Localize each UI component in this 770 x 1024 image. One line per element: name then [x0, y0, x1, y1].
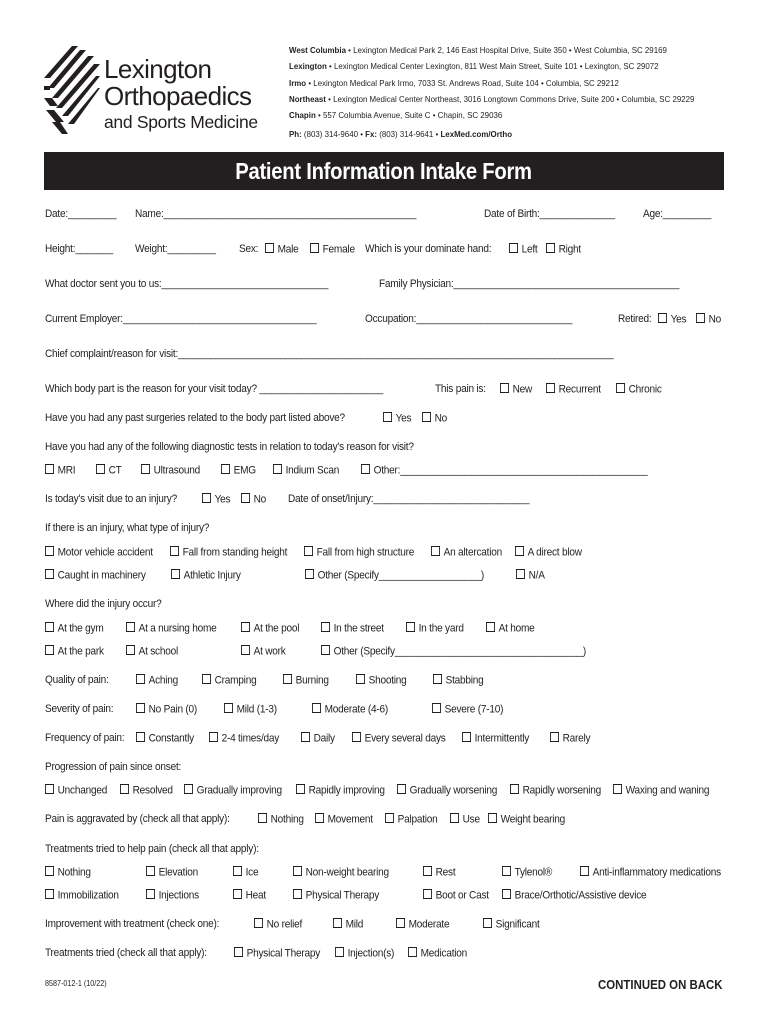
logo-line-2: Orthopaedics — [104, 81, 252, 111]
tx-nothing-checkbox[interactable]: Nothing — [45, 866, 91, 879]
date-field[interactable]: Date:_________ — [45, 208, 117, 220]
sex-male-checkbox[interactable]: Male — [265, 243, 299, 256]
freq-rarely-checkbox[interactable]: Rarely — [550, 732, 590, 745]
tx-heat-checkbox[interactable]: Heat — [233, 889, 266, 902]
surgeries-no-checkbox[interactable]: No — [422, 412, 447, 425]
severity-moderate-checkbox[interactable]: Moderate (4-6) — [312, 703, 388, 716]
loc-school-checkbox[interactable]: At school — [126, 645, 178, 658]
retired-label: Retired: — [618, 313, 652, 325]
freq-daily-checkbox[interactable]: Daily — [301, 732, 335, 745]
surgeries-yes-checkbox[interactable]: Yes — [383, 412, 411, 425]
page-title: Patient Information Intake Form — [235, 157, 533, 184]
injury-altercation-checkbox[interactable]: An altercation — [431, 546, 502, 559]
freq-constantly-checkbox[interactable]: Constantly — [136, 732, 194, 745]
injury-fall-standing-checkbox[interactable]: Fall from standing height — [170, 546, 287, 559]
sex-female-checkbox[interactable]: Female — [310, 243, 355, 256]
tx-nonweight-checkbox[interactable]: Non-weight bearing — [293, 866, 389, 879]
loc-work-checkbox[interactable]: At work — [241, 645, 286, 658]
agg-movement-checkbox[interactable]: Movement — [315, 813, 373, 826]
pain-recurrent-checkbox[interactable]: Recurrent — [546, 383, 601, 396]
prog-gradually-improving-checkbox[interactable]: Gradually improving — [184, 784, 282, 797]
logo-line-3: and Sports Medicine — [104, 112, 258, 132]
employer-field[interactable]: Current Employer:____________________________________ — [45, 313, 317, 325]
continued-notice: CONTINUED ON BACK — [598, 977, 723, 992]
location-item: Chapin • 557 Columbia Avenue, Suite C • Chapin, SC 29036 — [289, 110, 503, 121]
imp-significant-checkbox[interactable]: Significant — [483, 918, 540, 931]
tx-immobilization-checkbox[interactable]: Immobilization — [45, 889, 119, 902]
agg-use-checkbox[interactable]: Use — [450, 813, 480, 826]
location-item: Irmo • Lexington Medical Park Irmo, 7033 St. Andrews Road, Suite 104 • Columbia, SC 29212 — [289, 77, 619, 88]
retired-yes-checkbox[interactable]: Yes — [658, 313, 686, 326]
tx-brace-checkbox[interactable]: Brace/Orthotic/Assistive device — [502, 889, 646, 902]
quality-stabbing-checkbox[interactable]: Stabbing — [433, 674, 484, 687]
pain-severity-label: Severity of pain: — [45, 703, 114, 715]
logo-mark-icon — [44, 46, 100, 134]
loc-pool-checkbox[interactable]: At the pool — [241, 622, 299, 635]
test-indium-checkbox[interactable]: Indium Scan — [273, 464, 339, 477]
tx-pt-checkbox[interactable]: Physical Therapy — [293, 889, 379, 902]
prog-unchanged-checkbox[interactable]: Unchanged — [45, 784, 107, 797]
injury-athletic-checkbox[interactable]: Athletic Injury — [171, 569, 241, 582]
tx-boot-checkbox[interactable]: Boot or Cast — [423, 889, 489, 902]
treatments-tried-label: Treatments tried (check all that apply): — [45, 947, 207, 959]
progression-label: Progression of pain since onset: — [45, 761, 182, 773]
location-item: Lexington • Lexington Medical Center Lexington, 811 West Main Street, Suite 101 • Lexington, SC 29072 — [289, 61, 659, 72]
hand-right-checkbox[interactable]: Right — [546, 243, 581, 256]
freq-times-checkbox[interactable]: 2-4 times/day — [209, 732, 279, 745]
agg-nothing-checkbox[interactable]: Nothing — [258, 813, 304, 826]
tx-antiinflammatory-checkbox[interactable]: Anti-inflammatory medications — [580, 866, 721, 879]
hand-left-checkbox[interactable]: Left — [509, 243, 538, 256]
imp-moderate-checkbox[interactable]: Moderate — [396, 918, 449, 931]
loc-other-checkbox[interactable]: Other (Specify___________________________________) — [321, 645, 586, 658]
test-other-checkbox[interactable]: Other:______________________________________________ — [361, 464, 647, 477]
tx-ice-checkbox[interactable]: Ice — [233, 866, 258, 879]
diagnostic-question: Have you had any of the following diagnostic tests in relation to today's reason for visit? — [45, 441, 414, 453]
dob-field[interactable]: Date of Birth:______________ — [484, 208, 615, 220]
quality-cramping-checkbox[interactable]: Cramping — [202, 674, 256, 687]
imp-mild-checkbox[interactable]: Mild — [333, 918, 363, 931]
contact-line: Ph: (803) 314-9640 • Fx: (803) 314-9641 • LexMed.com/Ortho — [289, 129, 513, 140]
prog-gradually-worsening-checkbox[interactable]: Gradually worsening — [397, 784, 497, 797]
improvement-label: Improvement with treatment (check one): — [45, 918, 220, 930]
location-item: West Columbia • Lexington Medical Park 2, 146 East Hospital Drive, Suite 350 • West Columbia, SC 29169 — [289, 45, 667, 55]
injury-location-question: Where did the injury occur? — [45, 598, 162, 610]
form-code: 8587-012-1 (10/22) — [45, 979, 107, 988]
test-ultrasound-checkbox[interactable]: Ultrasound — [141, 464, 200, 477]
test-emg-checkbox[interactable]: EMG — [221, 464, 256, 477]
location-item: Northeast • Lexington Medical Center Northeast, 3016 Longtown Commons Drive, Suite 200 • Columbia, SC 29229 — [289, 93, 695, 104]
agg-weight-bearing-checkbox[interactable]: Weight bearing — [488, 813, 565, 826]
loc-home-checkbox[interactable]: At home — [486, 622, 535, 635]
quality-aching-checkbox[interactable]: Aching — [136, 674, 178, 687]
freq-several-days-checkbox[interactable]: Every several days — [352, 732, 446, 745]
weight-field[interactable]: Weight:_________ — [135, 243, 216, 255]
pain-quality-label: Quality of pain: — [45, 674, 109, 686]
pain-frequency-label: Frequency of pain: — [45, 732, 125, 744]
imp-norelief-checkbox[interactable]: No relief — [254, 918, 302, 931]
agg-palpation-checkbox[interactable]: Palpation — [385, 813, 438, 826]
tried-medication-checkbox[interactable]: Medication — [408, 947, 467, 960]
test-mri-checkbox[interactable]: MRI — [45, 464, 75, 477]
age-field[interactable]: Age:_________ — [643, 208, 712, 220]
freq-intermittently-checkbox[interactable]: Intermittently — [462, 732, 529, 745]
prog-rapidly-improving-checkbox[interactable]: Rapidly improving — [296, 784, 385, 797]
sex-label: Sex: — [239, 243, 259, 255]
test-ct-checkbox[interactable]: CT — [96, 464, 122, 477]
injury-other-checkbox[interactable]: Other (Specify___________________) — [305, 569, 484, 582]
website-link[interactable]: LexMed.com/Ortho — [440, 129, 513, 140]
tx-injections-checkbox[interactable]: Injections — [146, 889, 199, 902]
tx-rest-checkbox[interactable]: Rest — [423, 866, 455, 879]
retired-no-checkbox[interactable]: No — [696, 313, 721, 326]
injury-yes-checkbox[interactable]: Yes — [202, 493, 230, 506]
injury-mva-checkbox[interactable]: Motor vehicle accident — [45, 546, 153, 559]
pain-is-label: This pain is: — [435, 383, 486, 395]
surgeries-question: Have you had any past surgeries related to the body part listed above? — [45, 412, 345, 424]
prog-waxing-checkbox[interactable]: Waxing and waning — [613, 784, 709, 797]
loc-nursing-checkbox[interactable]: At a nursing home — [126, 622, 216, 635]
logo-line-1: Lexington — [104, 54, 212, 84]
tried-injections-checkbox[interactable]: Injection(s) — [335, 947, 394, 960]
chief-complaint-field[interactable]: Chief complaint/reason for visit:_________________________________________________________________________________ — [45, 348, 614, 360]
severity-severe-checkbox[interactable]: Severe (7-10) — [432, 703, 503, 716]
injury-question: Is today's visit due to an injury? — [45, 493, 177, 505]
quality-shooting-checkbox[interactable]: Shooting — [356, 674, 407, 687]
referring-doctor-field[interactable]: What doctor sent you to us:_______________________________ — [45, 278, 329, 290]
injury-direct-blow-checkbox[interactable]: A direct blow — [515, 546, 582, 559]
occupation-field[interactable]: Occupation:_____________________________ — [365, 313, 573, 325]
loc-street-checkbox[interactable]: In the street — [321, 622, 384, 635]
pain-new-checkbox[interactable]: New — [500, 383, 532, 396]
hand-label: Which is your dominate hand: — [365, 243, 492, 255]
family-physician-field[interactable]: Family Physician:__________________________________________ — [379, 278, 680, 290]
aggravated-label: Pain is aggravated by (check all that apply): — [45, 813, 230, 825]
injury-na-checkbox[interactable]: N/A — [516, 569, 545, 582]
location-list — [289, 42, 694, 143]
prog-rapidly-worsening-checkbox[interactable]: Rapidly worsening — [510, 784, 601, 797]
loc-gym-checkbox[interactable]: At the gym — [45, 622, 103, 635]
injury-no-checkbox[interactable]: No — [241, 493, 266, 506]
tried-pt-checkbox[interactable]: Physical Therapy — [234, 947, 320, 960]
injury-fall-high-checkbox[interactable]: Fall from high structure — [304, 546, 414, 559]
tx-tylenol-checkbox[interactable]: Tylenol® — [502, 866, 552, 879]
quality-burning-checkbox[interactable]: Burning — [283, 674, 329, 687]
injury-type-question: If there is an injury, what type of injury? — [45, 522, 210, 534]
pain-chronic-checkbox[interactable]: Chronic — [616, 383, 662, 396]
injury-machinery-checkbox[interactable]: Caught in machinery — [45, 569, 146, 582]
form-title-bar — [44, 152, 724, 190]
treatments-label: Treatments tried to help pain (check all that apply): — [45, 843, 259, 855]
loc-park-checkbox[interactable]: At the park — [45, 645, 104, 658]
name-field[interactable]: Name:_______________________________________________ — [135, 208, 417, 220]
severity-mild-checkbox[interactable]: Mild (1-3) — [224, 703, 277, 716]
tx-elevation-checkbox[interactable]: Elevation — [146, 866, 198, 879]
loc-yard-checkbox[interactable]: In the yard — [406, 622, 464, 635]
severity-none-checkbox[interactable]: No Pain (0) — [136, 703, 197, 716]
height-field[interactable]: Height:_______ — [45, 243, 113, 255]
body-part-field[interactable]: Which body part is the reason for your visit today? _______________________ — [45, 383, 384, 395]
prog-resolved-checkbox[interactable]: Resolved — [120, 784, 173, 797]
onset-date-field[interactable]: Date of onset/Injury:_____________________________ — [288, 493, 530, 505]
